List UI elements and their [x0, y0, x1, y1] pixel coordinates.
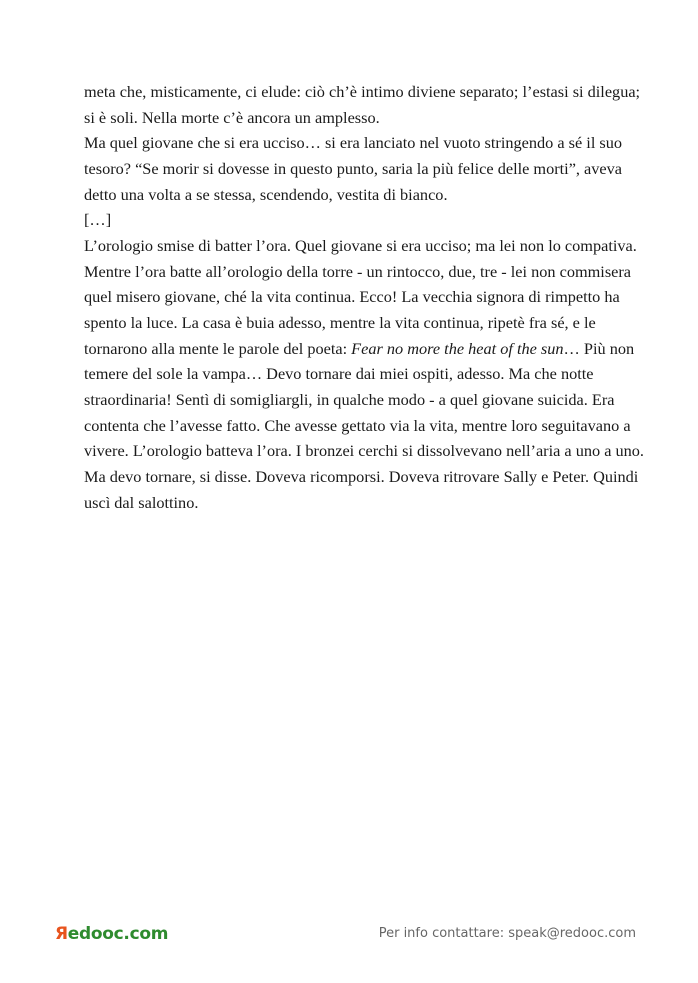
text-line: L’orologio smise di batter l’ora. Quel giovane si era ucciso; ma lei non lo compativa. — [84, 236, 637, 256]
paragraph-1 — [84, 79, 644, 130]
italic-quote: Fear no more the heat of the sun — [351, 338, 564, 358]
text-line: meta che, misticamente, ci elude: ciò ch’è intimo diviene separato; l’estasi si dilegua; — [84, 82, 641, 101]
text-line: straordinaria! Sentì di somigliargli, in qualche modo - a quel giovane suicida. Era — [84, 390, 615, 410]
text-line: contenta che l’avesse fatto. Che avesse gettato via la vita, mentre loro seguitavano a — [84, 415, 631, 435]
logo-ribbon-icon: Я — [55, 924, 68, 944]
text-segment: … Più non — [563, 338, 635, 358]
text-line: quel misero giovane, ché la vita continua. Ecco! La vecchia signora di rimpetto ha — [84, 287, 620, 307]
text-line-with-quote — [84, 336, 644, 362]
text-line: uscì dal salottino. — [84, 492, 199, 512]
text-line: Ma devo tornare, si disse. Doveva ricomporsi. Doveva ritrovare Sally e Peter. Quindi — [84, 467, 639, 487]
document-body — [84, 79, 644, 515]
text-line: detto una volta a se stessa, scendendo, vestita di bianco. — [84, 184, 448, 204]
text-line: vivere. L’orologio batteva l’ora. I bronzei cerchi si dissolvevano nell’aria a uno a uno. — [84, 441, 645, 461]
text-line: Ma quel giovane che si era ucciso… si era lanciato nel vuoto stringendo a sé il suo — [84, 133, 623, 153]
omission-mark: […] — [84, 210, 112, 230]
text-line: si è soli. Nella morte c’è ancora un amplesso. — [84, 107, 380, 127]
contact-info: Per info contattare: speak@redooc.com — [378, 926, 636, 941]
text-line: Mentre l’ora batte all’orologio della torre - un rintocco, due, tre - lei non commisera — [84, 261, 632, 281]
redooc-logo — [55, 924, 168, 944]
paragraph-2 — [84, 130, 644, 207]
text-line: temere del sole la vampa… Devo tornare dai miei ospiti, adesso. Ma che notte — [84, 364, 594, 384]
text-line: tesoro? “Se morir si dovesse in questo punto, saria la più felice delle morti”, aveva — [84, 159, 623, 179]
text-line: spento la luce. La casa è buia adesso, mentre la vita continua, ripetè fra sé, e le — [84, 313, 596, 333]
paragraph-3 — [84, 233, 644, 515]
ellipsis-paragraph — [84, 207, 644, 233]
text-segment: tornarono alla mente le parole del poeta: — [84, 338, 352, 358]
logo-text: edooc.com — [67, 924, 169, 944]
